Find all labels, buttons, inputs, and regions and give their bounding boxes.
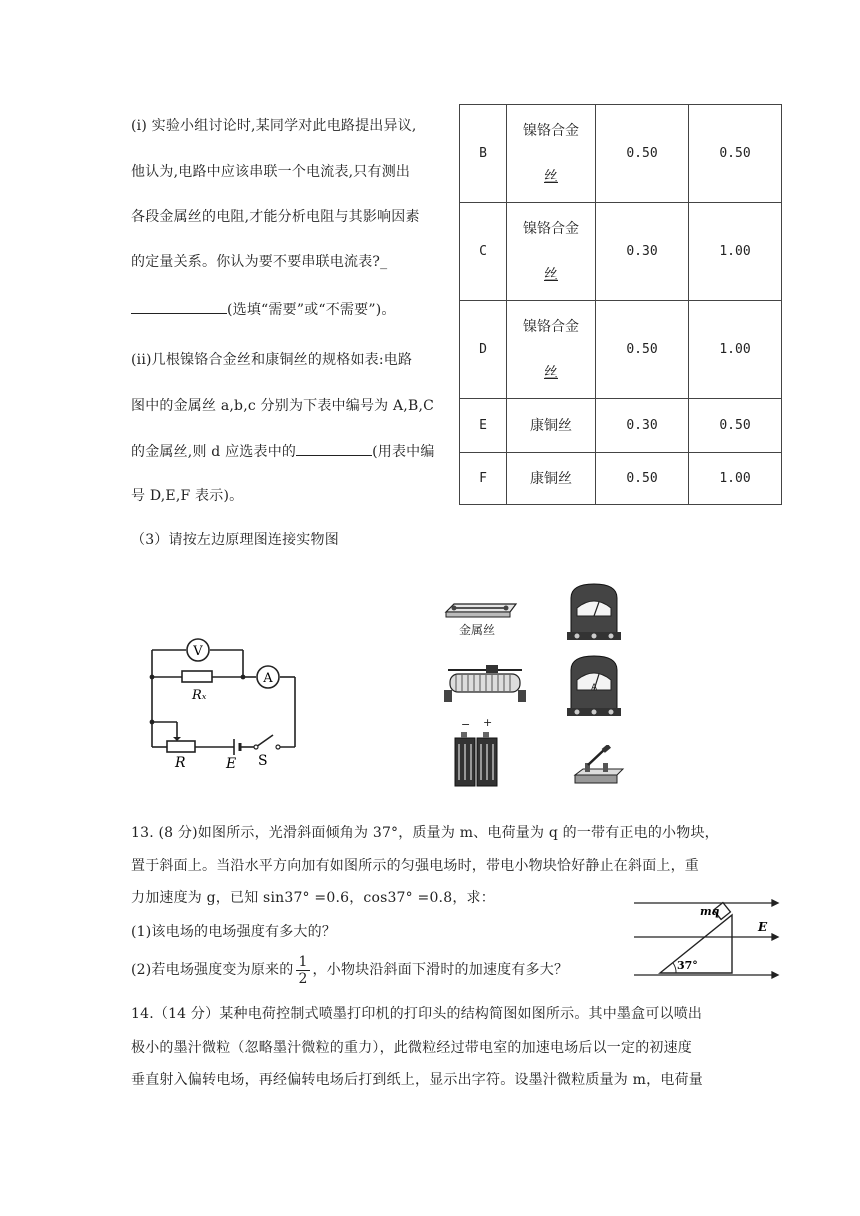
answer-line <box>131 440 435 462</box>
table-row <box>460 105 782 203</box>
text-line: 垂直射入偏转电场，再经偏转电场后打到纸上，显示出字符。设墨汁微粒质量为 m，电荷量 <box>131 1072 703 1088</box>
q13-sub1: (1)该电场的电场强度有多大的？ <box>131 924 337 940</box>
table-cell-material <box>507 203 596 301</box>
text-line: (ii)几根镍铬合金丝和康铜丝的规格如表:电路 <box>131 352 413 368</box>
answer-blank[interactable] <box>131 298 227 314</box>
battery-label: E <box>226 756 237 772</box>
ammeter-label: A <box>263 671 273 686</box>
table-cell-value: 1.00 <box>689 301 782 399</box>
switch-contact <box>254 745 258 749</box>
text-line: 他认为,电路中应该串联一个电流表,只有测出 <box>131 164 411 180</box>
table-cell-id: B <box>460 105 507 203</box>
text-line: 图中的金属丝 a,b,c 分别为下表中编号为 A,B,C <box>131 398 435 414</box>
metal-wire-label: 金属丝 <box>459 623 496 637</box>
rheostat-apparatus-icon <box>440 662 530 707</box>
text-line: 14.（14 分）某种电荷控制式喷墨打印机的打印头的结构简图如图所示。其中墨盒可以喷出 <box>131 1006 703 1022</box>
text-line: 极小的墨汁微粒（忽略墨汁微粒的重力），此微粒经过带电室的加速电场后以一定的初速度 <box>131 1040 692 1056</box>
table-cell-value: 0.50 <box>689 399 782 453</box>
junction-dot <box>150 675 155 680</box>
text-line: (用表中编 <box>372 444 435 460</box>
text-line: (选填“需要”或“不需要”)。 <box>227 302 396 318</box>
material-text: 丝 <box>544 168 558 185</box>
table-cell-id: F <box>460 453 507 505</box>
switch-label: S <box>258 753 268 769</box>
fraction-numerator: 1 <box>298 953 308 970</box>
fraction <box>296 954 309 987</box>
text-span: ，小物块沿斜面下滑时的加速度有多大？ <box>312 962 569 978</box>
text-line: 号 D,E,F 表示)。 <box>131 488 244 504</box>
text-span: (2)若电场强度变为原来的 <box>131 962 294 978</box>
circuit-diagram <box>140 625 310 775</box>
table-cell-value: 0.50 <box>596 105 689 203</box>
battery-plus-label: + <box>483 716 493 729</box>
table-row <box>460 399 782 453</box>
battery-minus-label: − <box>461 718 471 731</box>
table-row <box>460 203 782 301</box>
junction-dot <box>241 675 246 680</box>
switch-contact <box>276 745 280 749</box>
table-row <box>460 453 782 505</box>
junction-dot <box>150 720 155 725</box>
apparatus-group <box>425 580 625 800</box>
table-cell-value: 1.00 <box>689 453 782 505</box>
text-line: 置于斜面上。当沿水平方向加有如图所示的匀强电场时，带电小物块恰好静止在斜面上，重 <box>131 858 699 874</box>
table-cell-value: 0.30 <box>596 203 689 301</box>
incline-field-figure <box>632 895 782 985</box>
text-line: 各段金属丝的电阻,才能分析电阻与其影响因素 <box>131 209 420 225</box>
rheostat-label: R <box>175 755 186 771</box>
block-label: mq <box>700 905 720 918</box>
angle-label: 37° <box>677 959 698 972</box>
table-cell-id: E <box>460 399 507 453</box>
table-cell-id: C <box>460 203 507 301</box>
ammeter-apparatus-label: A <box>591 683 598 693</box>
field-label: E <box>758 920 768 934</box>
rheostat-symbol <box>167 741 195 752</box>
switch-apparatus-icon <box>573 745 625 790</box>
table-cell-id: D <box>460 301 507 399</box>
text-line: 13. (8 分)如图所示，光滑斜面倾角为 37°，质量为 m、电荷量为 q 的一带有正电的小物块， <box>131 825 719 841</box>
q13-sub2 <box>131 952 568 988</box>
table-cell-material: 康铜丝 <box>507 453 596 505</box>
table-cell-material <box>507 105 596 203</box>
voltmeter-label: V <box>193 644 203 659</box>
table-row <box>460 301 782 399</box>
material-text: 镍铬合金 <box>523 318 579 335</box>
material-text: 镍铬合金 <box>523 122 579 139</box>
table-cell-material: 康铜丝 <box>507 399 596 453</box>
answer-blank[interactable] <box>296 440 372 456</box>
table-cell-value: 0.30 <box>596 399 689 453</box>
table-cell-value: 1.00 <box>689 203 782 301</box>
answer-line <box>131 298 396 320</box>
wire-spec-table <box>459 104 782 505</box>
table-cell-value: 0.50 <box>689 105 782 203</box>
table-cell-value: 0.50 <box>596 301 689 399</box>
resistor-rx-label: Rₓ <box>192 688 207 703</box>
voltmeter-apparatus-icon <box>563 580 625 642</box>
material-text: 镍铬合金 <box>523 220 579 237</box>
text-line: 的定量关系。你认为要不要串联电流表?_ <box>131 254 388 270</box>
table-cell-material <box>507 301 596 399</box>
fraction-denominator: 2 <box>298 970 308 987</box>
q12-part-3: （3）请按左边原理图连接实物图 <box>131 532 339 548</box>
text-line: (i) 实验小组讨论时,某同学对此电路提出异议, <box>131 118 417 134</box>
material-text: 丝 <box>544 266 558 283</box>
table-cell-value: 0.50 <box>596 453 689 505</box>
text-line: 力加速度为 g，已知 sin37° =0.6，cos37° =0.8，求： <box>131 890 495 906</box>
battery-apparatus-icon <box>453 730 503 790</box>
material-text: 丝 <box>544 364 558 381</box>
resistor-rx <box>182 671 212 682</box>
text-line: 的金属丝,则 d 应选表中的 <box>131 444 297 460</box>
